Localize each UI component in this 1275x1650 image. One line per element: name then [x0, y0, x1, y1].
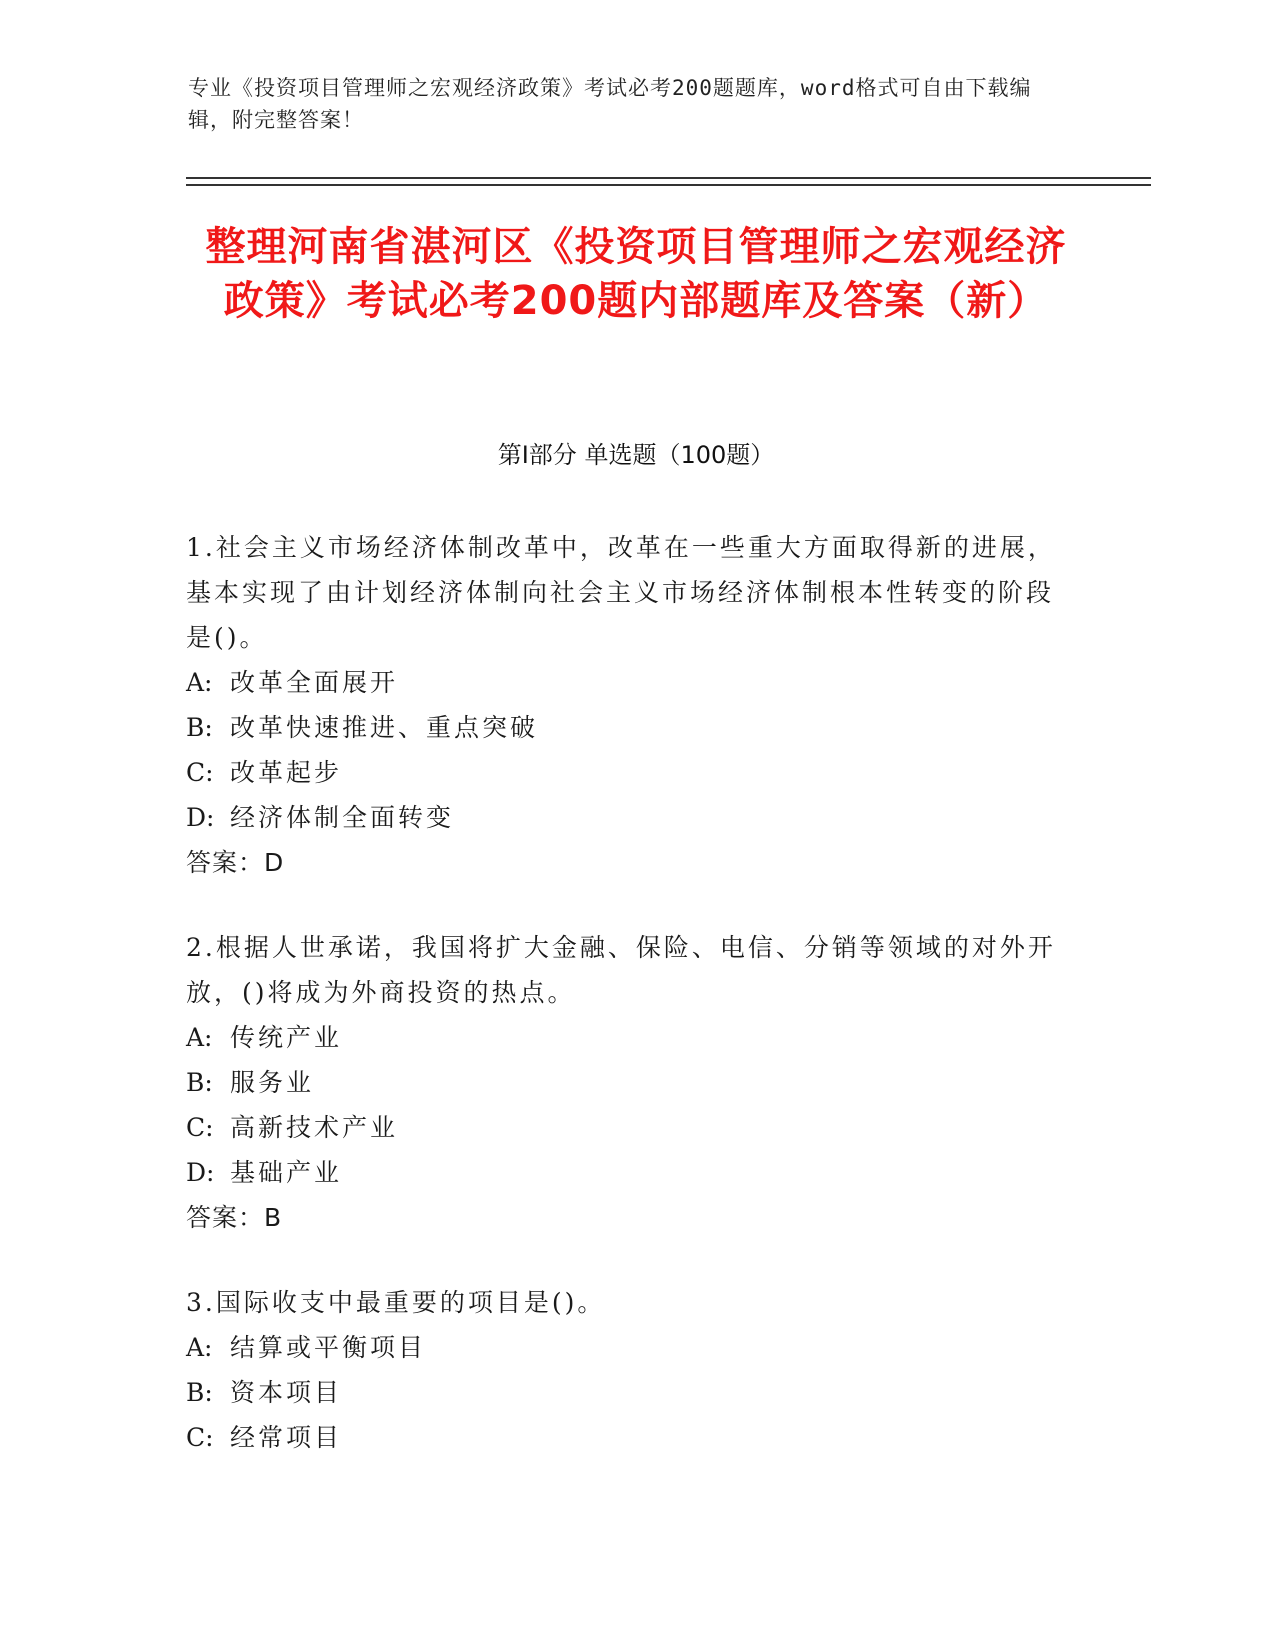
- option-text: 经济体制全面转变: [230, 803, 455, 832]
- option-c: [186, 750, 1066, 795]
- option-key: C:: [186, 1423, 214, 1452]
- option-text: 传统产业: [230, 1023, 343, 1052]
- option-b: [186, 1060, 1066, 1105]
- option-key: A:: [186, 1333, 213, 1362]
- question-item: [186, 1280, 1066, 1460]
- option-text: 结算或平衡项目: [230, 1333, 427, 1362]
- option-b: [186, 1370, 1066, 1415]
- option-a: [186, 1015, 1066, 1060]
- option-text: 经常项目: [230, 1423, 343, 1452]
- option-key: B:: [186, 1378, 213, 1407]
- option-b: [186, 705, 1066, 750]
- option-text: 改革全面展开: [230, 668, 399, 697]
- option-key: B:: [186, 713, 213, 742]
- option-a: [186, 1325, 1066, 1370]
- option-c: [186, 1415, 1066, 1460]
- option-text: 服务业: [230, 1068, 315, 1097]
- option-text: 改革快速推进、重点突破: [230, 713, 539, 742]
- option-key: A:: [186, 1023, 213, 1052]
- section-heading: 第Ⅰ部分 单选题（100题）: [497, 441, 775, 469]
- answer-line: 答案：D: [186, 848, 285, 877]
- option-key: C:: [186, 1113, 214, 1142]
- header-divider-top: [186, 177, 1151, 179]
- option-key: A:: [186, 668, 213, 697]
- option-a: [186, 660, 1066, 705]
- header-divider-bottom: [186, 184, 1151, 186]
- option-key: C:: [186, 758, 214, 787]
- option-text: 基础产业: [230, 1158, 343, 1187]
- option-key: D:: [186, 803, 215, 832]
- option-text: 改革起步: [230, 758, 343, 787]
- option-text: 高新技术产业: [230, 1113, 399, 1142]
- question-stem: 2.根据人世承诺，我国将扩大金融、保险、电信、分销等领域的对外开放，()将成为外商投资的热点。: [186, 933, 1056, 1007]
- question-item: [186, 525, 1066, 885]
- option-d: [186, 795, 1066, 840]
- option-text: 资本项目: [230, 1378, 343, 1407]
- header-note: 专业《投资项目管理师之宏观经济政策》考试必考200题题库，word格式可自由下载编辑，附完整答案！: [188, 76, 1032, 132]
- document-title: 整理河南省湛河区《投资项目管理师之宏观经济政策》考试必考200题内部题库及答案（新）: [205, 224, 1067, 324]
- option-c: [186, 1105, 1066, 1150]
- question-list: [186, 525, 1066, 1500]
- question-item: [186, 925, 1066, 1240]
- option-d: [186, 1150, 1066, 1195]
- answer-line: 答案：B: [186, 1203, 283, 1232]
- question-stem: 1.社会主义市场经济体制改革中，改革在一些重大方面取得新的进展，基本实现了由计划经济体制向社会主义市场经济体制根本性转变的阶段是()。: [186, 533, 1056, 652]
- question-stem: 3.国际收支中最重要的项目是()。: [186, 1288, 606, 1317]
- option-key: D:: [186, 1158, 215, 1187]
- option-key: B:: [186, 1068, 213, 1097]
